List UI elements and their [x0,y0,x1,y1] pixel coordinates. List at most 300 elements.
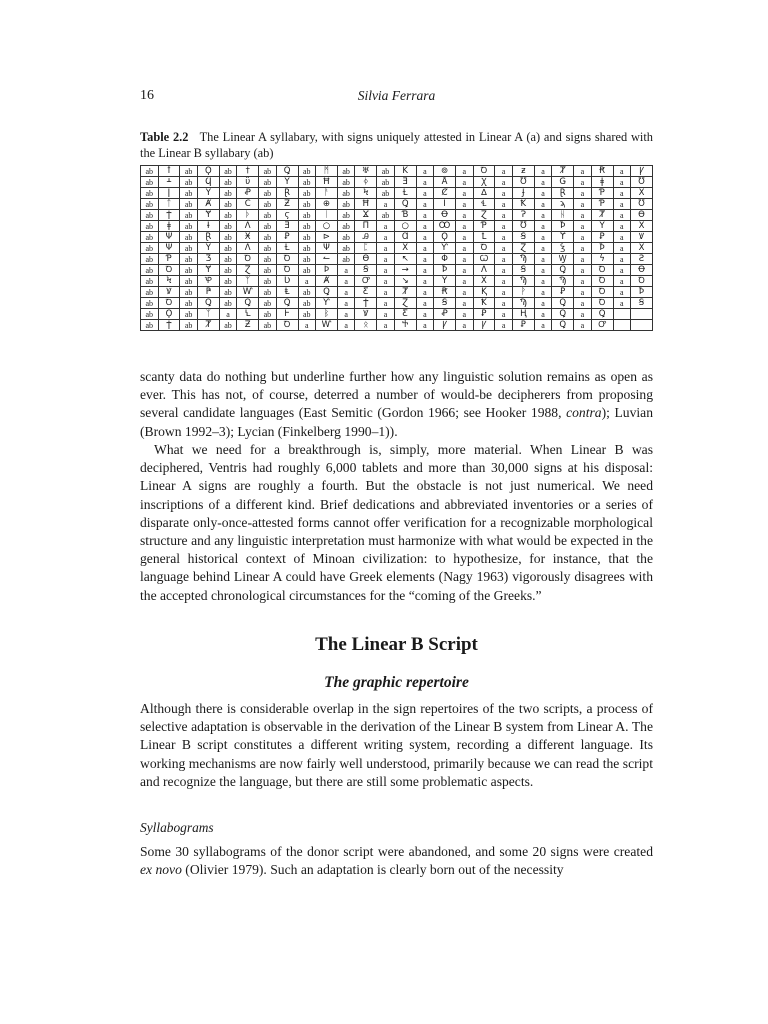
sign-tag: ab [219,298,237,309]
sign-tag: a [416,298,434,309]
sign-glyph: Ʊ [631,177,653,188]
sign-glyph: ϡ [552,199,574,210]
sign-tag: ab [141,254,159,265]
sign-tag: ab [219,199,237,210]
sign-tag: a [495,309,513,320]
sign-glyph: Ƥ [473,221,495,232]
sign-glyph: Ꝗ [552,265,574,276]
sign-glyph: Ꝺ [591,276,613,287]
sign-glyph: Ʊ [512,221,534,232]
sign-tag: a [337,276,355,287]
running-head: Silvia Ferrara [357,88,436,103]
sign-tag: a [416,254,434,265]
sign-tag: a [337,298,355,309]
sign-tag: a [534,254,552,265]
sign-tag: a [416,232,434,243]
sign-glyph: Ꝗ [237,298,259,309]
sign-glyph: Ꞩ [512,265,534,276]
sign-glyph: Ƴ [434,243,456,254]
sign-tag: a [574,166,592,177]
sign-tag: a [377,309,395,320]
sign-glyph: Ⱳ [316,320,338,331]
sign-glyph: Ⱦ [394,287,416,298]
sign-tag: a [495,265,513,276]
sign-tag: a [613,199,631,210]
sign-tag: ab [337,177,355,188]
sign-tag: a [534,232,552,243]
sign-tag: a [534,243,552,254]
sign-glyph: Ʋ [276,276,298,287]
sign-glyph: ϛ [276,210,298,221]
sign-glyph: Ŷ [276,177,298,188]
sign-tag: ab [180,199,198,210]
subsection-title: The graphic repertoire [324,674,469,691]
sign-tag: a [495,188,513,199]
sign-glyph: Ꝣ [552,243,574,254]
sign-glyph: Ƥ [158,254,180,265]
sign-glyph: Ƥ [591,188,613,199]
sign-glyph: Ꝥ [591,243,613,254]
sign-glyph: Ⱨ [512,309,534,320]
table-row [141,221,653,232]
sign-tag: a [613,188,631,199]
sign-tag: a [377,320,395,331]
sign-tag: ab [180,232,198,243]
table-row [141,166,653,177]
sign-tag [613,309,631,320]
sign-tag: a [416,320,434,331]
syllabary-table [140,165,653,331]
sign-glyph: Ʌ [473,265,495,276]
sign-glyph: Ɀ [394,298,416,309]
sign-tag: ab [377,188,395,199]
sign-tag: ab [180,188,198,199]
sign-tag: a [456,254,474,265]
italic-term: ex novo [140,862,182,878]
sign-tag [613,320,631,331]
sign-tag: a [456,298,474,309]
sign-glyph: Ψ [158,243,180,254]
sign-glyph: Ⱥ [316,276,338,287]
sign-glyph: ǂ [591,177,613,188]
sign-glyph: Ⱶ [276,309,298,320]
sign-glyph: Ɽ [276,188,298,199]
sign-glyph: Ⱦ [552,166,574,177]
sign-glyph: Ꝺ [276,265,298,276]
sign-tag: ab [180,254,198,265]
sign-tag: ab [180,320,198,331]
sign-glyph: Ꝋ [631,265,653,276]
sign-tag: ab [219,254,237,265]
sign-tag: ab [298,177,316,188]
sign-tag: ab [298,166,316,177]
sign-tag: ab [141,166,159,177]
sign-glyph: Ƴ [316,298,338,309]
sign-glyph: ↘ [394,276,416,287]
sign-glyph: ⊕ [316,199,338,210]
sign-tag: a [534,298,552,309]
sign-tag: a [337,287,355,298]
sign-tag: a [613,276,631,287]
sign-tag: ab [298,221,316,232]
sign-tag: a [416,265,434,276]
sign-glyph: ᚺ [552,210,574,221]
sign-tag: ab [141,320,159,331]
sign-tag: ab [180,221,198,232]
italic-term: contra [566,405,602,421]
sign-tag: ab [141,309,159,320]
sign-glyph: Ϯ [355,298,377,309]
sign-glyph: Ẍ [631,221,653,232]
sign-tag: a [574,265,592,276]
sign-glyph: ᛏ [158,199,180,210]
sign-tag: ab [298,298,316,309]
sign-glyph: Ϋ [434,276,456,287]
sign-glyph: Ꝗ [552,320,574,331]
sign-glyph: Ꝁ [473,298,495,309]
sign-glyph: Ϫ [355,210,377,221]
sign-tag: a [534,199,552,210]
sign-glyph: ǂ [158,221,180,232]
sign-glyph: ᚨ [316,188,338,199]
sign-tag: a [495,199,513,210]
syllabary-table-body [141,166,653,331]
sign-glyph: ᛒ [316,309,338,320]
sign-tag: ab [259,221,277,232]
sign-glyph: Ꝑ [552,287,574,298]
sign-glyph: Ɀ [237,265,259,276]
table-row [141,254,653,265]
sign-tag: ab [298,309,316,320]
sign-glyph: Ꞧ [591,166,613,177]
sign-glyph: Ꝗ [552,298,574,309]
sign-glyph: † [237,166,259,177]
sign-glyph: Ꝉ [473,232,495,243]
sign-glyph: ϒ [552,232,574,243]
table-caption-label: Table 2.2 [140,130,189,144]
sign-tag: a [495,221,513,232]
sign-glyph: Ꞩ [434,298,456,309]
sign-tag: ab [298,243,316,254]
sign-tag: a [534,221,552,232]
sign-tag: a [574,177,592,188]
sign-tag: a [534,276,552,287]
sign-glyph: Ħ [355,199,377,210]
sign-tag: a [456,276,474,287]
sign-tag: a [495,254,513,265]
sign-glyph: Ꝺ [631,276,653,287]
sign-tag: a [613,210,631,221]
sign-tag: a [416,177,434,188]
sign-tag: a [377,265,395,276]
sign-glyph: Ẍ [394,243,416,254]
sign-tag: ab [219,166,237,177]
sign-glyph: Å [434,177,456,188]
page-number: 16 [140,88,154,103]
sign-glyph: Ħ [316,177,338,188]
sign-tag: a [456,243,474,254]
sign-glyph: Ӿ [237,232,259,243]
sign-glyph: ᛉ [237,276,259,287]
sign-glyph: Ϲ [237,199,259,210]
sign-tag: a [574,276,592,287]
sign-glyph: ᚹ [512,287,534,298]
sign-tag: ab [259,265,277,276]
sign-tag: a [416,199,434,210]
sign-glyph: ϟ [591,254,613,265]
sign-glyph: ᛄ [355,177,377,188]
sign-tag: a [574,309,592,320]
table-caption [140,129,653,161]
sign-glyph: Ꝺ [591,287,613,298]
sign-glyph: Ꞷ [473,254,495,265]
sign-glyph: ∆ [473,188,495,199]
sign-tag: a [377,221,395,232]
sign-tag: a [337,265,355,276]
sign-glyph: ⊚ [434,166,456,177]
sign-tag: a [495,210,513,221]
sign-tag: ab [141,232,159,243]
sign-tag: ab [180,265,198,276]
sign-tag: ab [180,298,198,309]
sign-glyph: Ʊ [631,199,653,210]
sign-glyph: Ǝ [394,177,416,188]
sign-tag: ab [337,199,355,210]
sign-glyph: ꝉ [158,166,180,177]
sign-glyph: Ɬ [473,199,495,210]
sign-tag: a [416,188,434,199]
sign-tag: ab [377,166,395,177]
sign-tag: ab [219,320,237,331]
sign-tag: a [534,287,552,298]
table-row [141,287,653,298]
sign-glyph: Ƶ [276,199,298,210]
sign-glyph: Ꝺ [276,320,298,331]
sign-glyph: Ꞩ [631,298,653,309]
sign-glyph: Ḱ [394,166,416,177]
sign-glyph: Ϙ [158,309,180,320]
sign-tag: ab [259,188,277,199]
sign-glyph: Ǝ [276,221,298,232]
sign-tag: a [377,298,395,309]
sign-glyph: ΰ [237,177,259,188]
sign-glyph: Ꞩ [355,265,377,276]
sign-tag: ab [298,232,316,243]
sign-glyph: Ʊ [512,177,534,188]
sign-glyph: ᛈ [355,243,377,254]
sign-tag: ab [259,298,277,309]
sign-glyph: ᛉ [197,309,219,320]
sign-glyph: Ƥ [591,199,613,210]
sign-glyph: Ǥ [552,177,574,188]
sign-glyph: Ꝕ [197,276,219,287]
sign-glyph: Ɀ [473,210,495,221]
sign-tag: a [377,243,395,254]
table-row [141,210,653,221]
sign-glyph: Ꝁ [512,199,534,210]
sign-glyph: Ꝺ [473,243,495,254]
sign-glyph: Ꝑ [473,309,495,320]
sign-glyph: Ꝇ [237,309,259,320]
page-header [140,88,653,108]
sign-glyph: ♅ [355,166,377,177]
sign-glyph: Ꝺ [158,298,180,309]
sign-tag: ab [219,276,237,287]
sign-tag: a [574,320,592,331]
table-row [141,309,653,320]
sign-glyph: Ꝩ [434,320,456,331]
sign-tag: ab [219,177,237,188]
table-row [141,320,653,331]
sign-tag: ab [298,287,316,298]
sign-glyph: Ɑ [394,232,416,243]
sign-glyph: Ⴕ [394,320,416,331]
sign-tag: ab [141,298,159,309]
sign-glyph: Ϡ [512,276,534,287]
sign-glyph: ᚦ [237,210,259,221]
sign-tag: ab [141,243,159,254]
sign-glyph: Ꝥ [552,221,574,232]
sign-tag: a [613,166,631,177]
sign-glyph: Ɉ [512,188,534,199]
sign-glyph: Ɀ [512,243,534,254]
sign-tag: a [416,210,434,221]
sign-glyph: Ꝟ [355,309,377,320]
sign-tag: ab [337,232,355,243]
sign-glyph: → [394,265,416,276]
sign-tag: ab [259,320,277,331]
sign-tag: a [456,287,474,298]
sign-glyph: Ꞩ [512,232,534,243]
sign-tag: ab [259,287,277,298]
sign-tag: a [337,309,355,320]
sign-glyph: Ȼ [434,188,456,199]
sign-tag: ab [141,221,159,232]
sign-tag: a [574,232,592,243]
sign-glyph: Ꝋ [434,210,456,221]
sign-glyph: Ꝍ [355,276,377,287]
sign-glyph: Ƹ [355,287,377,298]
sign-glyph [631,320,653,331]
sign-tag: a [456,320,474,331]
sign-glyph: Ꝑ [591,232,613,243]
sign-tag: a [574,210,592,221]
sign-glyph: Ϡ [512,254,534,265]
sign-tag: ab [259,276,277,287]
sign-glyph: Ꝑ [276,232,298,243]
sign-glyph: Ꝡ [552,254,574,265]
sign-tag: ab [219,210,237,221]
sign-tag: a [377,254,395,265]
sign-glyph: Ҏ [197,287,219,298]
sign-glyph: Ө [355,254,377,265]
sign-glyph: Ϯ [158,210,180,221]
sign-tag: a [613,287,631,298]
sign-tag: a [534,210,552,221]
sign-tag: a [495,232,513,243]
sign-tag: ab [180,287,198,298]
sign-tag: ab [298,199,316,210]
sign-glyph: Ꞧ [434,287,456,298]
sign-tag: a [495,298,513,309]
sign-glyph: ○ [394,221,416,232]
sign-tag: ab [219,243,237,254]
sign-glyph: Λ [237,221,259,232]
sign-glyph: ᚆ [158,177,180,188]
sign-tag: ab [298,210,316,221]
sign-tag: a [534,177,552,188]
sign-glyph: Ɓ [394,210,416,221]
sign-glyph: Ꝺ [237,254,259,265]
sign-tag: a [416,243,434,254]
sign-glyph: Ꝺ [158,265,180,276]
sign-tag: ab [141,287,159,298]
paragraph-3: Although there is considerable overlap in the sign repertoires of the two scripts, a process of selective adaptation is observable in the derivation of the Linear B system from Linear A. The Linear B script constitutes a different writing system, recording a different language. Its working mechanisms are now fairly well understood, primarily because we can read the script and recognize the language, but there are still some problematic aspects. [140,701,653,789]
sign-glyph: Ꝗ [552,309,574,320]
sign-tag: a [613,254,631,265]
sign-tag: ab [219,232,237,243]
sign-glyph: ⊳ [316,232,338,243]
sign-tag: ab [141,265,159,276]
sign-tag: ab [141,199,159,210]
table-caption-text: The Linear A syllabary, with signs uniquely attested in Linear A (a) and signs shared with the Linear B syllabary (ab) [140,130,653,160]
sign-tag: a [298,320,316,331]
sign-tag: a [456,188,474,199]
sign-tag: ab [141,276,159,287]
sign-glyph: Ϟ [355,188,377,199]
sign-tag: a [456,309,474,320]
sign-tag: a [495,276,513,287]
sign-glyph: Ꝗ [276,298,298,309]
sign-tag: a [219,309,237,320]
sign-tag: ab [180,276,198,287]
sign-tag: ab [259,210,277,221]
sign-glyph: Ϋ [591,221,613,232]
sign-glyph: ǀ [158,188,180,199]
paragraph-2: What we need for a breakthrough is, simply, more material. When Linear B was deciphered, Ventris had roughly 6,000 tablets and more than 30,000 signs at his disposal: Linear A signs are roughly a fourth. But the obstacle is not just numerical. We need inscriptions of a different kind. Brief dedications and abbreviated inventories or a series of disparate only-once-attested forms cannot offer verification for a recognizable morphological structure and any linguistic interpretation must harmonize with what would be expected in the general historical context of Minoan civilization: to hypothesize, for instance, that the language behind Linear A could have Greek elements (Nagy 1963) vigorously disagrees with the accepted chronological circumstances for the “coming of the Greeks.” [140,442,653,603]
sign-tag: a [416,221,434,232]
sign-tag: a [495,177,513,188]
sign-tag: ab [219,188,237,199]
sign-tag: a [495,243,513,254]
sign-glyph: Ɫ [276,243,298,254]
sign-tag: a [613,298,631,309]
sign-glyph: Φ [434,254,456,265]
sign-tag: a [456,199,474,210]
sign-tag: ab [219,221,237,232]
sign-glyph: Ǯ [197,254,219,265]
sign-glyph: Ϥ [197,177,219,188]
sign-glyph: Ɫ [394,188,416,199]
sign-glyph: Ⱦ [197,320,219,331]
sign-glyph: Ɏ [197,210,219,221]
sign-glyph: Ꝩ [631,166,653,177]
sign-glyph: Ϋ [197,188,219,199]
sign-tag: ab [337,221,355,232]
sign-tag: a [416,287,434,298]
table-row [141,177,653,188]
sign-tag: a [456,221,474,232]
sign-glyph: ↖ [394,254,416,265]
sign-glyph: Ⱪ [473,287,495,298]
sign-tag: ab [259,232,277,243]
sign-tag: a [574,287,592,298]
sign-glyph: Ꝓ [434,309,456,320]
sign-glyph: Ɵ [631,210,653,221]
sign-glyph: Ꝩ [473,320,495,331]
sign-tag: ab [337,210,355,221]
sign-glyph: Π [355,221,377,232]
